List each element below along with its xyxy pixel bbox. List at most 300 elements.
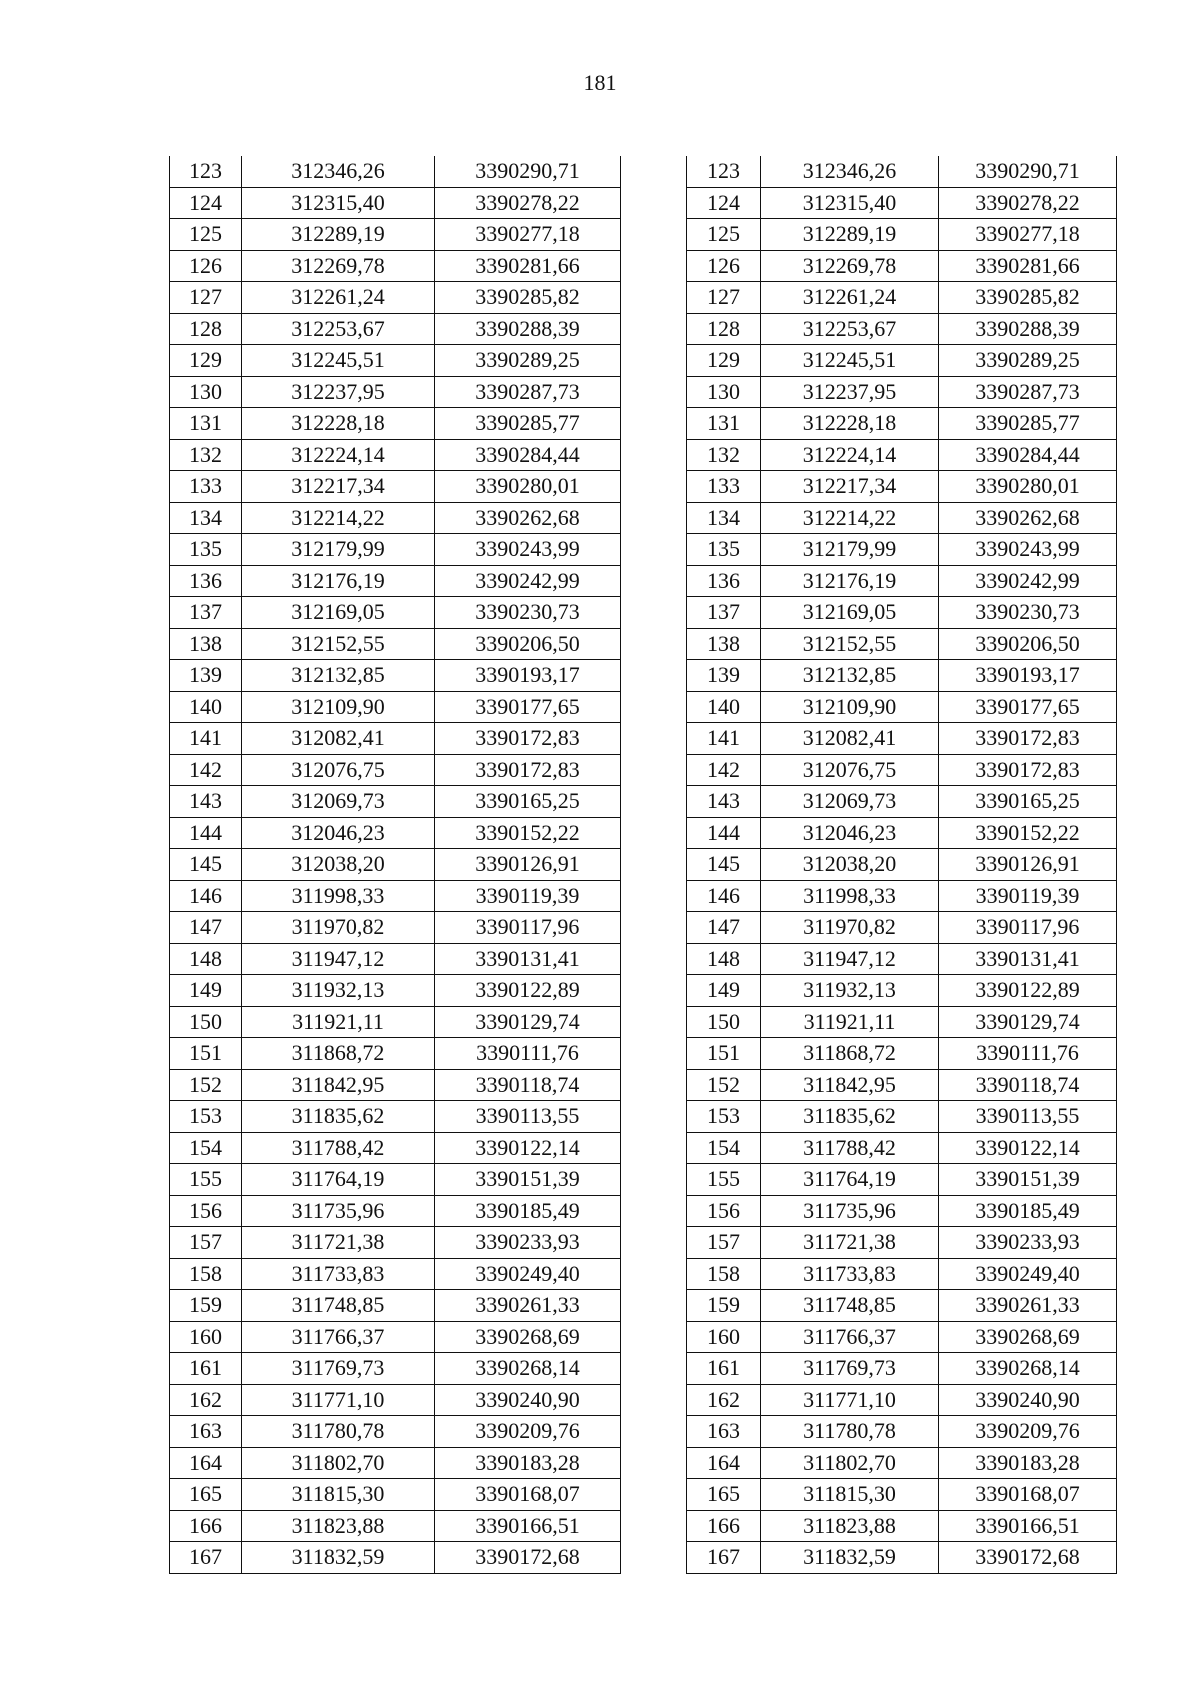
point-number-cell: 147 xyxy=(170,912,242,944)
table-row xyxy=(170,912,621,944)
table-row xyxy=(687,975,1117,1007)
table-row xyxy=(170,1384,621,1416)
table-row xyxy=(687,1542,1117,1574)
x-coordinate-cell: 312076,75 xyxy=(761,754,939,786)
x-coordinate-cell: 311815,30 xyxy=(761,1479,939,1511)
y-coordinate-cell: 3390122,14 xyxy=(939,1132,1117,1164)
table-row xyxy=(687,723,1117,755)
point-number-cell: 145 xyxy=(170,849,242,881)
table-row xyxy=(687,754,1117,786)
y-coordinate-cell: 3390206,50 xyxy=(435,628,621,660)
table-row xyxy=(687,219,1117,251)
x-coordinate-cell: 311932,13 xyxy=(761,975,939,1007)
y-coordinate-cell: 3390185,49 xyxy=(435,1195,621,1227)
x-coordinate-cell: 312253,67 xyxy=(761,313,939,345)
x-coordinate-cell: 312228,18 xyxy=(761,408,939,440)
y-coordinate-cell: 3390277,18 xyxy=(435,219,621,251)
x-coordinate-cell: 312152,55 xyxy=(242,628,435,660)
table-row xyxy=(687,1510,1117,1542)
y-coordinate-cell: 3390249,40 xyxy=(435,1258,621,1290)
x-coordinate-cell: 311764,19 xyxy=(242,1164,435,1196)
x-coordinate-cell: 311733,83 xyxy=(242,1258,435,1290)
x-coordinate-cell: 312176,19 xyxy=(761,565,939,597)
point-number-cell: 156 xyxy=(170,1195,242,1227)
point-number-cell: 124 xyxy=(687,187,761,219)
point-number-cell: 125 xyxy=(170,219,242,251)
x-coordinate-cell: 312169,05 xyxy=(761,597,939,629)
table-row xyxy=(687,849,1117,881)
x-coordinate-cell: 312261,24 xyxy=(242,282,435,314)
table-row xyxy=(687,534,1117,566)
point-number-cell: 165 xyxy=(687,1479,761,1511)
point-number-cell: 146 xyxy=(687,880,761,912)
x-coordinate-cell: 312069,73 xyxy=(242,786,435,818)
table-row xyxy=(170,156,621,187)
x-coordinate-cell: 311868,72 xyxy=(761,1038,939,1070)
point-number-cell: 134 xyxy=(687,502,761,534)
table-row xyxy=(687,660,1117,692)
y-coordinate-cell: 3390172,68 xyxy=(939,1542,1117,1574)
x-coordinate-cell: 311771,10 xyxy=(242,1384,435,1416)
y-coordinate-cell: 3390243,99 xyxy=(939,534,1117,566)
point-number-cell: 152 xyxy=(170,1069,242,1101)
x-coordinate-cell: 311835,62 xyxy=(761,1101,939,1133)
x-coordinate-cell: 312082,41 xyxy=(761,723,939,755)
table-row xyxy=(170,408,621,440)
point-number-cell: 152 xyxy=(687,1069,761,1101)
y-coordinate-cell: 3390233,93 xyxy=(939,1227,1117,1259)
table-row xyxy=(170,975,621,1007)
table-row xyxy=(687,786,1117,818)
point-number-cell: 164 xyxy=(170,1447,242,1479)
table-row xyxy=(687,880,1117,912)
point-number-cell: 135 xyxy=(170,534,242,566)
y-coordinate-cell: 3390165,25 xyxy=(435,786,621,818)
table-row xyxy=(687,1447,1117,1479)
x-coordinate-cell: 312289,19 xyxy=(761,219,939,251)
point-number-cell: 167 xyxy=(170,1542,242,1574)
y-coordinate-cell: 3390193,17 xyxy=(939,660,1117,692)
x-coordinate-cell: 312289,19 xyxy=(242,219,435,251)
x-coordinate-cell: 312224,14 xyxy=(242,439,435,471)
point-number-cell: 159 xyxy=(687,1290,761,1322)
point-number-cell: 128 xyxy=(170,313,242,345)
y-coordinate-cell: 3390172,83 xyxy=(939,723,1117,755)
table-row xyxy=(170,1353,621,1385)
y-coordinate-cell: 3390209,76 xyxy=(939,1416,1117,1448)
table-row xyxy=(687,502,1117,534)
table-row xyxy=(170,250,621,282)
table-row xyxy=(687,1290,1117,1322)
point-number-cell: 129 xyxy=(687,345,761,377)
x-coordinate-cell: 311766,37 xyxy=(242,1321,435,1353)
y-coordinate-cell: 3390126,91 xyxy=(435,849,621,881)
point-number-cell: 142 xyxy=(170,754,242,786)
y-coordinate-cell: 3390172,83 xyxy=(435,754,621,786)
x-coordinate-cell: 311947,12 xyxy=(242,943,435,975)
table-row xyxy=(170,1006,621,1038)
table-row xyxy=(687,628,1117,660)
y-coordinate-cell: 3390280,01 xyxy=(939,471,1117,503)
table-row xyxy=(687,1321,1117,1353)
y-coordinate-cell: 3390280,01 xyxy=(435,471,621,503)
point-number-cell: 154 xyxy=(170,1132,242,1164)
y-coordinate-cell: 3390113,55 xyxy=(939,1101,1117,1133)
x-coordinate-cell: 311769,73 xyxy=(761,1353,939,1385)
table-row xyxy=(170,313,621,345)
x-coordinate-cell: 312069,73 xyxy=(761,786,939,818)
point-number-cell: 140 xyxy=(170,691,242,723)
table-row xyxy=(687,1258,1117,1290)
y-coordinate-cell: 3390117,96 xyxy=(939,912,1117,944)
table-row xyxy=(687,1384,1117,1416)
x-coordinate-cell: 311733,83 xyxy=(761,1258,939,1290)
x-coordinate-cell: 312315,40 xyxy=(242,187,435,219)
y-coordinate-cell: 3390172,68 xyxy=(435,1542,621,1574)
point-number-cell: 162 xyxy=(170,1384,242,1416)
y-coordinate-cell: 3390277,18 xyxy=(939,219,1117,251)
x-coordinate-cell: 312346,26 xyxy=(761,156,939,187)
y-coordinate-cell: 3390129,74 xyxy=(435,1006,621,1038)
point-number-cell: 162 xyxy=(687,1384,761,1416)
y-coordinate-cell: 3390183,28 xyxy=(435,1447,621,1479)
x-coordinate-cell: 311769,73 xyxy=(242,1353,435,1385)
point-number-cell: 163 xyxy=(687,1416,761,1448)
x-coordinate-cell: 311970,82 xyxy=(242,912,435,944)
table-row xyxy=(687,565,1117,597)
point-number-cell: 148 xyxy=(170,943,242,975)
y-coordinate-cell: 3390261,33 xyxy=(939,1290,1117,1322)
y-coordinate-cell: 3390118,74 xyxy=(435,1069,621,1101)
y-coordinate-cell: 3390230,73 xyxy=(939,597,1117,629)
table-row xyxy=(687,156,1117,187)
y-coordinate-cell: 3390152,22 xyxy=(435,817,621,849)
point-number-cell: 154 xyxy=(687,1132,761,1164)
y-coordinate-cell: 3390261,33 xyxy=(435,1290,621,1322)
x-coordinate-cell: 312315,40 xyxy=(761,187,939,219)
table-row xyxy=(170,1258,621,1290)
table-row xyxy=(170,880,621,912)
x-coordinate-cell: 312261,24 xyxy=(761,282,939,314)
y-coordinate-cell: 3390185,49 xyxy=(939,1195,1117,1227)
y-coordinate-cell: 3390285,82 xyxy=(435,282,621,314)
point-number-cell: 131 xyxy=(687,408,761,440)
point-number-cell: 136 xyxy=(170,565,242,597)
table-row xyxy=(170,628,621,660)
point-number-cell: 132 xyxy=(170,439,242,471)
x-coordinate-cell: 311868,72 xyxy=(242,1038,435,1070)
point-number-cell: 166 xyxy=(170,1510,242,1542)
y-coordinate-cell: 3390285,77 xyxy=(939,408,1117,440)
y-coordinate-cell: 3390177,65 xyxy=(939,691,1117,723)
x-coordinate-cell: 311823,88 xyxy=(761,1510,939,1542)
y-coordinate-cell: 3390122,14 xyxy=(435,1132,621,1164)
y-coordinate-cell: 3390284,44 xyxy=(939,439,1117,471)
y-coordinate-cell: 3390209,76 xyxy=(435,1416,621,1448)
y-coordinate-cell: 3390285,77 xyxy=(435,408,621,440)
y-coordinate-cell: 3390111,76 xyxy=(939,1038,1117,1070)
point-number-cell: 153 xyxy=(687,1101,761,1133)
y-coordinate-cell: 3390168,07 xyxy=(435,1479,621,1511)
table-row xyxy=(687,1164,1117,1196)
table-row xyxy=(170,943,621,975)
point-number-cell: 157 xyxy=(687,1227,761,1259)
point-number-cell: 166 xyxy=(687,1510,761,1542)
y-coordinate-cell: 3390290,71 xyxy=(435,156,621,187)
y-coordinate-cell: 3390289,25 xyxy=(939,345,1117,377)
table-row xyxy=(687,250,1117,282)
table-row xyxy=(687,439,1117,471)
x-coordinate-cell: 311921,11 xyxy=(242,1006,435,1038)
table-row xyxy=(170,534,621,566)
y-coordinate-cell: 3390268,14 xyxy=(939,1353,1117,1385)
point-number-cell: 129 xyxy=(170,345,242,377)
point-number-cell: 150 xyxy=(687,1006,761,1038)
y-coordinate-cell: 3390118,74 xyxy=(939,1069,1117,1101)
x-coordinate-cell: 311764,19 xyxy=(761,1164,939,1196)
table-row xyxy=(170,1290,621,1322)
point-number-cell: 155 xyxy=(170,1164,242,1196)
point-number-cell: 160 xyxy=(687,1321,761,1353)
point-number-cell: 143 xyxy=(687,786,761,818)
point-number-cell: 137 xyxy=(687,597,761,629)
point-number-cell: 123 xyxy=(170,156,242,187)
table-row xyxy=(687,1479,1117,1511)
point-number-cell: 123 xyxy=(687,156,761,187)
y-coordinate-cell: 3390242,99 xyxy=(435,565,621,597)
table-row xyxy=(687,1416,1117,1448)
table-row xyxy=(170,502,621,534)
y-coordinate-cell: 3390242,99 xyxy=(939,565,1117,597)
y-coordinate-cell: 3390122,89 xyxy=(939,975,1117,1007)
point-number-cell: 151 xyxy=(170,1038,242,1070)
x-coordinate-cell: 312269,78 xyxy=(761,250,939,282)
table-row xyxy=(170,219,621,251)
point-number-cell: 141 xyxy=(170,723,242,755)
y-coordinate-cell: 3390287,73 xyxy=(939,376,1117,408)
table-row xyxy=(687,691,1117,723)
y-coordinate-cell: 3390165,25 xyxy=(939,786,1117,818)
table-row xyxy=(170,565,621,597)
x-coordinate-cell: 311721,38 xyxy=(242,1227,435,1259)
table-row xyxy=(687,408,1117,440)
x-coordinate-cell: 312076,75 xyxy=(242,754,435,786)
y-coordinate-cell: 3390281,66 xyxy=(939,250,1117,282)
point-number-cell: 163 xyxy=(170,1416,242,1448)
point-number-cell: 146 xyxy=(170,880,242,912)
y-coordinate-cell: 3390152,22 xyxy=(939,817,1117,849)
table-row xyxy=(170,1195,621,1227)
y-coordinate-cell: 3390151,39 xyxy=(939,1164,1117,1196)
table-row xyxy=(170,817,621,849)
table-row xyxy=(687,1227,1117,1259)
y-coordinate-cell: 3390287,73 xyxy=(435,376,621,408)
x-coordinate-cell: 311748,85 xyxy=(242,1290,435,1322)
point-number-cell: 139 xyxy=(170,660,242,692)
y-coordinate-cell: 3390119,39 xyxy=(435,880,621,912)
table-row xyxy=(170,1101,621,1133)
table-row xyxy=(687,345,1117,377)
table-row xyxy=(687,1069,1117,1101)
table-row xyxy=(170,597,621,629)
point-number-cell: 142 xyxy=(687,754,761,786)
x-coordinate-cell: 311970,82 xyxy=(761,912,939,944)
x-coordinate-cell: 311766,37 xyxy=(761,1321,939,1353)
point-number-cell: 130 xyxy=(687,376,761,408)
x-coordinate-cell: 312253,67 xyxy=(242,313,435,345)
y-coordinate-cell: 3390129,74 xyxy=(939,1006,1117,1038)
y-coordinate-cell: 3390268,14 xyxy=(435,1353,621,1385)
point-number-cell: 165 xyxy=(170,1479,242,1511)
table-row xyxy=(687,1353,1117,1385)
y-coordinate-cell: 3390206,50 xyxy=(939,628,1117,660)
table-row xyxy=(687,943,1117,975)
x-coordinate-cell: 311735,96 xyxy=(242,1195,435,1227)
point-number-cell: 140 xyxy=(687,691,761,723)
x-coordinate-cell: 311802,70 xyxy=(761,1447,939,1479)
table-row xyxy=(687,817,1117,849)
point-number-cell: 156 xyxy=(687,1195,761,1227)
point-number-cell: 128 xyxy=(687,313,761,345)
point-number-cell: 144 xyxy=(170,817,242,849)
table-row xyxy=(687,1132,1117,1164)
y-coordinate-cell: 3390281,66 xyxy=(435,250,621,282)
x-coordinate-cell: 312109,90 xyxy=(242,691,435,723)
table-row xyxy=(687,1195,1117,1227)
point-number-cell: 138 xyxy=(170,628,242,660)
x-coordinate-cell: 312132,85 xyxy=(242,660,435,692)
x-coordinate-cell: 311823,88 xyxy=(242,1510,435,1542)
table-row xyxy=(687,376,1117,408)
y-coordinate-cell: 3390262,68 xyxy=(939,502,1117,534)
table-row xyxy=(170,660,621,692)
table-row xyxy=(170,376,621,408)
point-number-cell: 137 xyxy=(170,597,242,629)
y-coordinate-cell: 3390278,22 xyxy=(939,187,1117,219)
point-number-cell: 131 xyxy=(170,408,242,440)
point-number-cell: 127 xyxy=(687,282,761,314)
point-number-cell: 125 xyxy=(687,219,761,251)
table-row xyxy=(170,471,621,503)
x-coordinate-cell: 311748,85 xyxy=(761,1290,939,1322)
point-number-cell: 149 xyxy=(687,975,761,1007)
table-row xyxy=(170,754,621,786)
y-coordinate-cell: 3390289,25 xyxy=(435,345,621,377)
point-number-cell: 150 xyxy=(170,1006,242,1038)
y-coordinate-cell: 3390131,41 xyxy=(939,943,1117,975)
point-number-cell: 149 xyxy=(170,975,242,1007)
x-coordinate-cell: 312217,34 xyxy=(242,471,435,503)
point-number-cell: 136 xyxy=(687,565,761,597)
y-coordinate-cell: 3390240,90 xyxy=(939,1384,1117,1416)
x-coordinate-cell: 312214,22 xyxy=(761,502,939,534)
table-row xyxy=(687,471,1117,503)
point-number-cell: 133 xyxy=(687,471,761,503)
x-coordinate-cell: 311998,33 xyxy=(242,880,435,912)
y-coordinate-cell: 3390249,40 xyxy=(939,1258,1117,1290)
x-coordinate-cell: 312038,20 xyxy=(242,849,435,881)
point-number-cell: 157 xyxy=(170,1227,242,1259)
x-coordinate-cell: 312228,18 xyxy=(242,408,435,440)
table-row xyxy=(170,282,621,314)
table-row xyxy=(170,1321,621,1353)
point-number-cell: 147 xyxy=(687,912,761,944)
x-coordinate-cell: 312109,90 xyxy=(761,691,939,723)
point-number-cell: 130 xyxy=(170,376,242,408)
x-coordinate-cell: 312082,41 xyxy=(242,723,435,755)
point-number-cell: 141 xyxy=(687,723,761,755)
y-coordinate-cell: 3390230,73 xyxy=(435,597,621,629)
point-number-cell: 126 xyxy=(687,250,761,282)
y-coordinate-cell: 3390284,44 xyxy=(435,439,621,471)
x-coordinate-cell: 311802,70 xyxy=(242,1447,435,1479)
x-coordinate-cell: 312179,99 xyxy=(242,534,435,566)
point-number-cell: 148 xyxy=(687,943,761,975)
y-coordinate-cell: 3390268,69 xyxy=(939,1321,1117,1353)
x-coordinate-cell: 312237,95 xyxy=(242,376,435,408)
table-row xyxy=(170,1479,621,1511)
point-number-cell: 135 xyxy=(687,534,761,566)
table-row xyxy=(687,187,1117,219)
table-row xyxy=(687,313,1117,345)
x-coordinate-cell: 311998,33 xyxy=(761,880,939,912)
point-number-cell: 143 xyxy=(170,786,242,818)
point-number-cell: 159 xyxy=(170,1290,242,1322)
y-coordinate-cell: 3390113,55 xyxy=(435,1101,621,1133)
table-row xyxy=(687,1038,1117,1070)
x-coordinate-cell: 311947,12 xyxy=(761,943,939,975)
point-number-cell: 151 xyxy=(687,1038,761,1070)
y-coordinate-cell: 3390177,65 xyxy=(435,691,621,723)
table-row xyxy=(170,187,621,219)
x-coordinate-cell: 312237,95 xyxy=(761,376,939,408)
x-coordinate-cell: 312152,55 xyxy=(761,628,939,660)
y-coordinate-cell: 3390183,28 xyxy=(939,1447,1117,1479)
coordinates-table-right xyxy=(686,156,1117,1574)
x-coordinate-cell: 311842,95 xyxy=(761,1069,939,1101)
point-number-cell: 167 xyxy=(687,1542,761,1574)
table-row xyxy=(170,849,621,881)
table-row xyxy=(170,1227,621,1259)
x-coordinate-cell: 312046,23 xyxy=(242,817,435,849)
table-row xyxy=(687,1006,1117,1038)
table-row xyxy=(170,1542,621,1574)
table-row xyxy=(687,597,1117,629)
point-number-cell: 153 xyxy=(170,1101,242,1133)
y-coordinate-cell: 3390168,07 xyxy=(939,1479,1117,1511)
table-row xyxy=(170,1416,621,1448)
y-coordinate-cell: 3390166,51 xyxy=(939,1510,1117,1542)
x-coordinate-cell: 311788,42 xyxy=(242,1132,435,1164)
table-row xyxy=(170,723,621,755)
point-number-cell: 164 xyxy=(687,1447,761,1479)
y-coordinate-cell: 3390290,71 xyxy=(939,156,1117,187)
x-coordinate-cell: 312346,26 xyxy=(242,156,435,187)
x-coordinate-cell: 312214,22 xyxy=(242,502,435,534)
table-row xyxy=(170,1132,621,1164)
table-row xyxy=(170,1510,621,1542)
point-number-cell: 161 xyxy=(687,1353,761,1385)
y-coordinate-cell: 3390193,17 xyxy=(435,660,621,692)
y-coordinate-cell: 3390288,39 xyxy=(939,313,1117,345)
y-coordinate-cell: 3390278,22 xyxy=(435,187,621,219)
x-coordinate-cell: 311780,78 xyxy=(761,1416,939,1448)
x-coordinate-cell: 311932,13 xyxy=(242,975,435,1007)
point-number-cell: 124 xyxy=(170,187,242,219)
x-coordinate-cell: 311832,59 xyxy=(761,1542,939,1574)
y-coordinate-cell: 3390285,82 xyxy=(939,282,1117,314)
table-row xyxy=(170,1038,621,1070)
